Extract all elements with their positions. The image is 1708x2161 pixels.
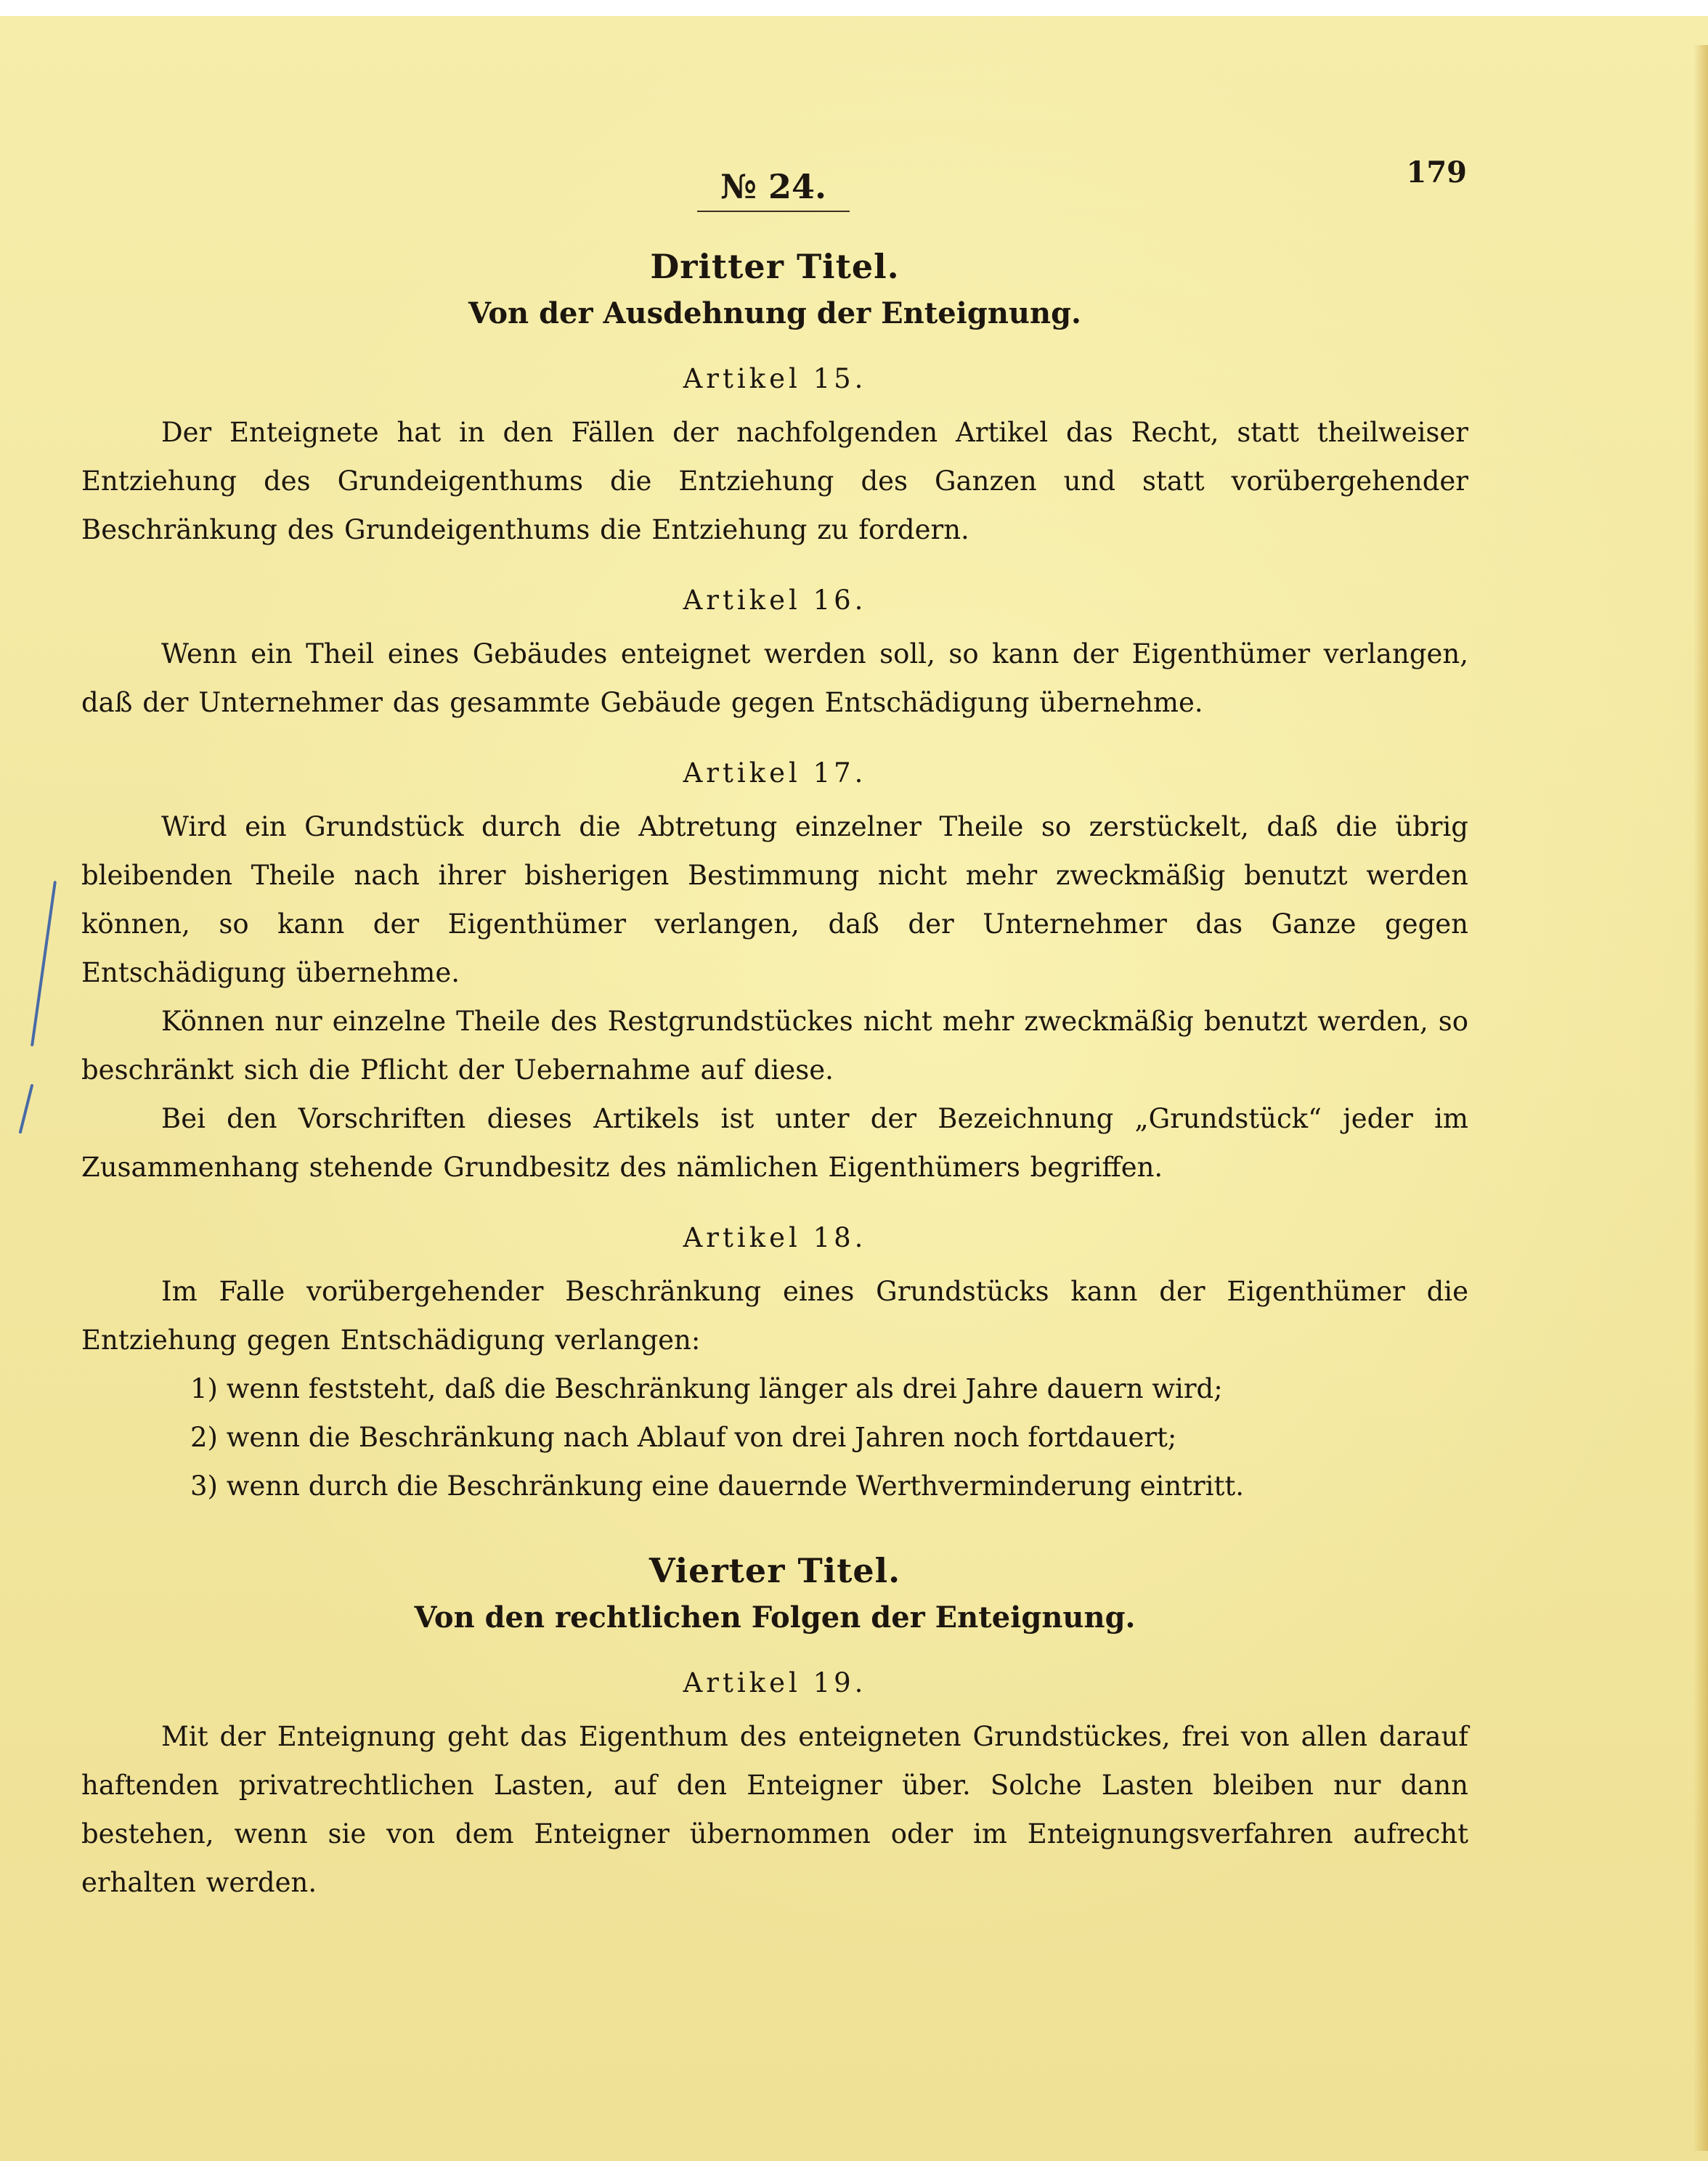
article-paragraph: Können nur einzelne Theile des Restgrundstückes nicht mehr zweckmäßig benutzt werden, so beschränkt sich die Pflicht der Uebernahme auf diese. <box>81 1006 1468 1086</box>
article-paragraph: Wird ein Grundstück durch die Abtretung einzelner Theile so zerstückelt, daß die übrig bleibenden Theile nach ihrer bisherigen Bestimmung nicht mehr zweckmäßig benutzt werden können, so kann der Eigenthümer verlangen, daß der Unternehmer das Ganze gegen Entschädigung übernehme. <box>81 811 1468 988</box>
title-section-3 <box>81 241 1468 335</box>
article-15 <box>81 357 1468 554</box>
section-subtitle: Von der Ausdehnung der Enteignung. <box>468 296 1081 330</box>
section-subtitle: Von den rechtlichen Folgen der Enteignung. <box>414 1600 1136 1635</box>
margin-pen-mark <box>30 881 57 1046</box>
article-17 <box>81 752 1468 1192</box>
article-heading: Artikel 15. <box>683 363 867 394</box>
issue-number: № 24. <box>697 167 850 212</box>
article-16 <box>81 579 1468 727</box>
article-paragraph: Bei den Vorschriften dieses Artikels ist unter der Bezeichnung „Grundstück“ jeder im Zusammenhang stehende Grundbesitz des nämlichen Eigenthümers begriffen. <box>81 1103 1468 1183</box>
list-item: 2) wenn die Beschränkung nach Ablauf von drei Jahren noch fortdauert; <box>190 1422 1177 1453</box>
section-title: Dritter Titel. <box>650 247 900 286</box>
document-body <box>81 241 1468 1907</box>
article-heading: Artikel 17. <box>683 757 867 789</box>
article-18 <box>81 1216 1468 1510</box>
list-item: 1) wenn feststeht, daß die Beschränkung länger als drei Jahre dauern wird; <box>190 1373 1223 1404</box>
title-section-4 <box>81 1545 1468 1640</box>
section-title: Vierter Titel. <box>648 1551 901 1590</box>
margin-pen-mark-small <box>19 1084 34 1134</box>
article-paragraph: Im Falle vorübergehender Beschränkung eines Grundstücks kann der Eigenthümer die Entziehung gegen Entschädigung verlangen: <box>81 1276 1468 1356</box>
article-heading: Artikel 18. <box>683 1222 867 1253</box>
article-19 <box>81 1661 1468 1907</box>
article-paragraph: Der Enteignete hat in den Fällen der nachfolgenden Artikel das Recht, statt theilweiser Entziehung des Grundeigenthums die Entziehung des Ganzen und statt vorübergehender Beschränkung des Grundeigenthums die Entziehung zu fordern. <box>81 417 1468 545</box>
list-item: 3) wenn durch die Beschränkung eine dauernde Werthverminderung eintritt. <box>190 1470 1245 1502</box>
article-heading: Artikel 19. <box>683 1667 867 1698</box>
article-paragraph: Wenn ein Theil eines Gebäudes enteignet werden soll, so kann der Eigenthümer verlangen, daß der Unternehmer das gesammte Gebäude gegen Entschädigung übernehme. <box>81 638 1468 718</box>
document-page <box>0 16 1708 2161</box>
article-paragraph: Mit der Enteignung geht das Eigenthum des enteigneten Grundstückes, frei von allen darauf haftenden privatrechtlichen Lasten, auf den Enteigner über. Solche Lasten bleiben nur dann bestehen, wenn sie von dem Enteigner übernommen oder im Enteignungsverfahren aufrecht erhalten werden. <box>81 1721 1468 1898</box>
page-number: 179 <box>1406 155 1467 190</box>
page-header <box>0 152 1708 218</box>
article-heading: Artikel 16. <box>683 585 867 616</box>
